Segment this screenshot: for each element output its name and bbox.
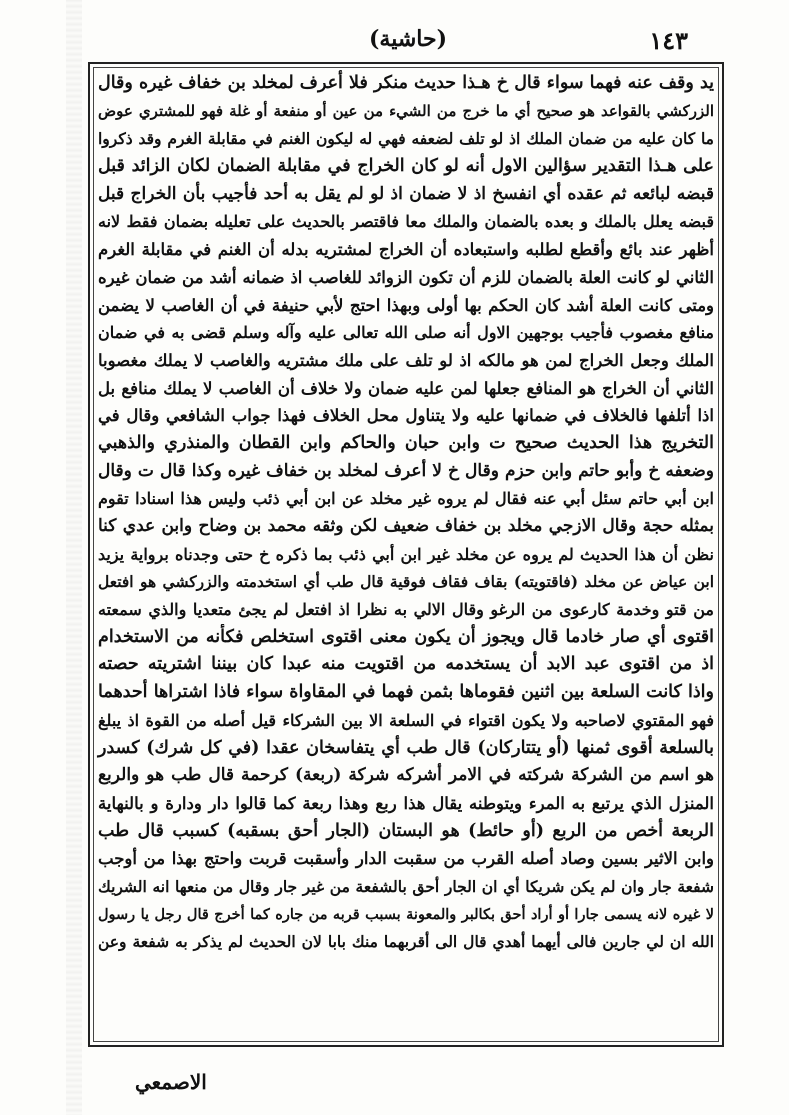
scan-edge-noise [66,0,82,1115]
text-line: نظن أن هذا الحديث لم يروه عن مخلد غير ابن أبي ذئب بما ذكره خ حتى وجدناه برواية يزيد [98,544,715,564]
text-line: التخريج هذا الحديث صحيح ت وابن حبان والحاكم وابن القطان والمنذري والذهبي [98,432,714,453]
text-line: بالسلعة أقوى ثمنها (أو يتتاركان) قال طب أي يتفاسخان عقدا (في كل شرك) كسدر [98,737,714,758]
text-line: المنزل الذي يرتبع به المرء ويتوطنه يقال هذا ربع وهذا ربعة كما قالوا دار ودارة و بالنهاية [98,793,714,813]
text-line: فهو المقتوي لاصاحبه ولا يكون اقتواء في السلعة الا بين الشركاء قيل أصله من القوة اذ يبلغ [98,710,714,730]
text-line: ابن عياض عن مخلد (فاقتويته) بقاف فقاف فوقية قال طب أي استخدمته والزركشي هو افتعل [98,572,714,592]
text-line: قبضه لبائعه ثم عقده أي انفسخ اذ لا ضمان اذ لو لم يقل به أحد فأجيب بأن الخراج قبل [98,183,714,204]
text-line: منافع مغصوب فأجيب بوجهين الاول أنه صلى الله تعالى عليه وآله وسلم قضى به في ضمان [98,323,714,343]
text-line: وابن الاثير بسين وصاد أصله القرب من سقبت الدار وأسقبت قربت واحتج بهذا من أوجب [98,849,714,869]
text-line: الملك وجعل الخراج لمن هو مالكه اذ لو تلف على ملك مشتريه والغاصب لا يملك مغصوبا [98,350,714,370]
text-line: ابن أبي حاتم سئل أبي عنه فقال لم يروه غير مخلد عن ابن أبي ذئب وليس هذا اسنادا تقوم [98,489,714,509]
text-line: ما كان عليه من ضمان الملك اذ لو تلف لضعفه فهي له ليكون الغنم في مقابلة الغرم وقد ذكروا [98,129,714,149]
text-line: الله ان لي جارين فالى أيهما أهدي قال الى أقربهما منك بابا لان الحديث لم يذكر به شفعة وعن [98,932,714,952]
page-number: ١٤٣ [649,26,688,55]
text-line: ومتى كانت العلة أشد كان الحكم بها أولى وبهذا احتج لأبي حنيفة في أن الغاصب لا يضمن [98,295,714,315]
text-line: واذا كانت السلعة بين اثنين فقوماها بثمن فهما في المقاواة سواء فاذا اشتراها أحدهما [98,682,714,703]
text-line: شفعة جار وان لم يكن شريكا أي ان الجار أحق بالشفعة من غير جار وقال من منعها انه الشريك [98,876,714,896]
catchword: الاصمعي [135,1070,207,1094]
text-line: وضعفه خ وأبو حاتم وابن حزم وقال خ لا أعرف لمخلد بن خفاف غيره وكذا قال ت وقال [98,460,714,481]
text-line: اذا أتلفها فالخلاف في ضمانها عليه ولا يتناول محل الخلاف فهذا جواب الشافعي وقال في [98,406,714,426]
running-head: (حاشية) [369,26,447,52]
page-header [88,22,728,58]
text-line: اقتوى أي صار خادما قال ويجوز أن يكون معنى اقتوى استخلص فكأنه من الاستخدام [98,626,714,647]
text-line: بمثله حجة وقال الازجي مخلد بن خفاف ضعيف لكن وثقه محمد بن وضاح وابن عدي كنا [98,516,714,536]
text-line: يد وقف عنه فهما سواء قال خ هـذا حديث منكر فلا أعرف لمخلد بن خفاف غيره وقال [98,73,714,93]
text-line: الثاني أن الخراج هو المنافع جعلها لمن عليه ضمان ولا خلاف أن الغاصب لا يملك منافع بل [98,378,714,398]
text-line: لا غيره لانه يسمى جارا أو أراد أحق بكالبر والمعونة بسبب قربه من جاره كما أخرج قال رجل يا رسول [98,905,714,923]
text-line: اذ من اقتوى عبد الابد أن يستخدمه من اقتويت منه عبدا كان بيننا اشتريته حصته [98,654,714,675]
text-line: الربعة أخص من الربع (أو حائط) هو البستان (الجار أحق بسقبه) كسبب قال طب [98,820,714,841]
text-line: أظهر عند بائع وأقطع لطلبه واستبعاده أن الخراج لمشتريه بدله أن الغنم في مقابلة الغرم [98,240,714,260]
text-line: قبضه يعلل بالملك و بعده بالضمان والملك معا فاقتصر بالحديث على تعليله بضمان فقط لانه [98,212,714,232]
text-line: الزركشي بالقواعد هو صحيح أي ما خرج من الشيء من عين أو منفعة أو غلة فهو للمشتري عوض [98,101,714,120]
text-line: على هـذا التقدير سؤالين الاول أنه لو كان الخراج في مقابلة الضمان لكان الزائد قبل [98,156,714,177]
text-line: من قتو وخدمة كارعوى من الرغو وقال الالي به نظرا اذ افتعل لم يجئ متعديا والذي سمعته [98,600,714,620]
commentary-body [94,70,718,1042]
text-line: الثاني لو كانت العلة بالضمان للزم أن تكون الزوائد للغاصب اذ ضمانه أشد من ضمان غيره [98,267,714,287]
text-line: هو اسم من الشركة شركته في الامر أشركه شركة (ربعة) كرحمة قال طب هو والربع [98,765,714,786]
